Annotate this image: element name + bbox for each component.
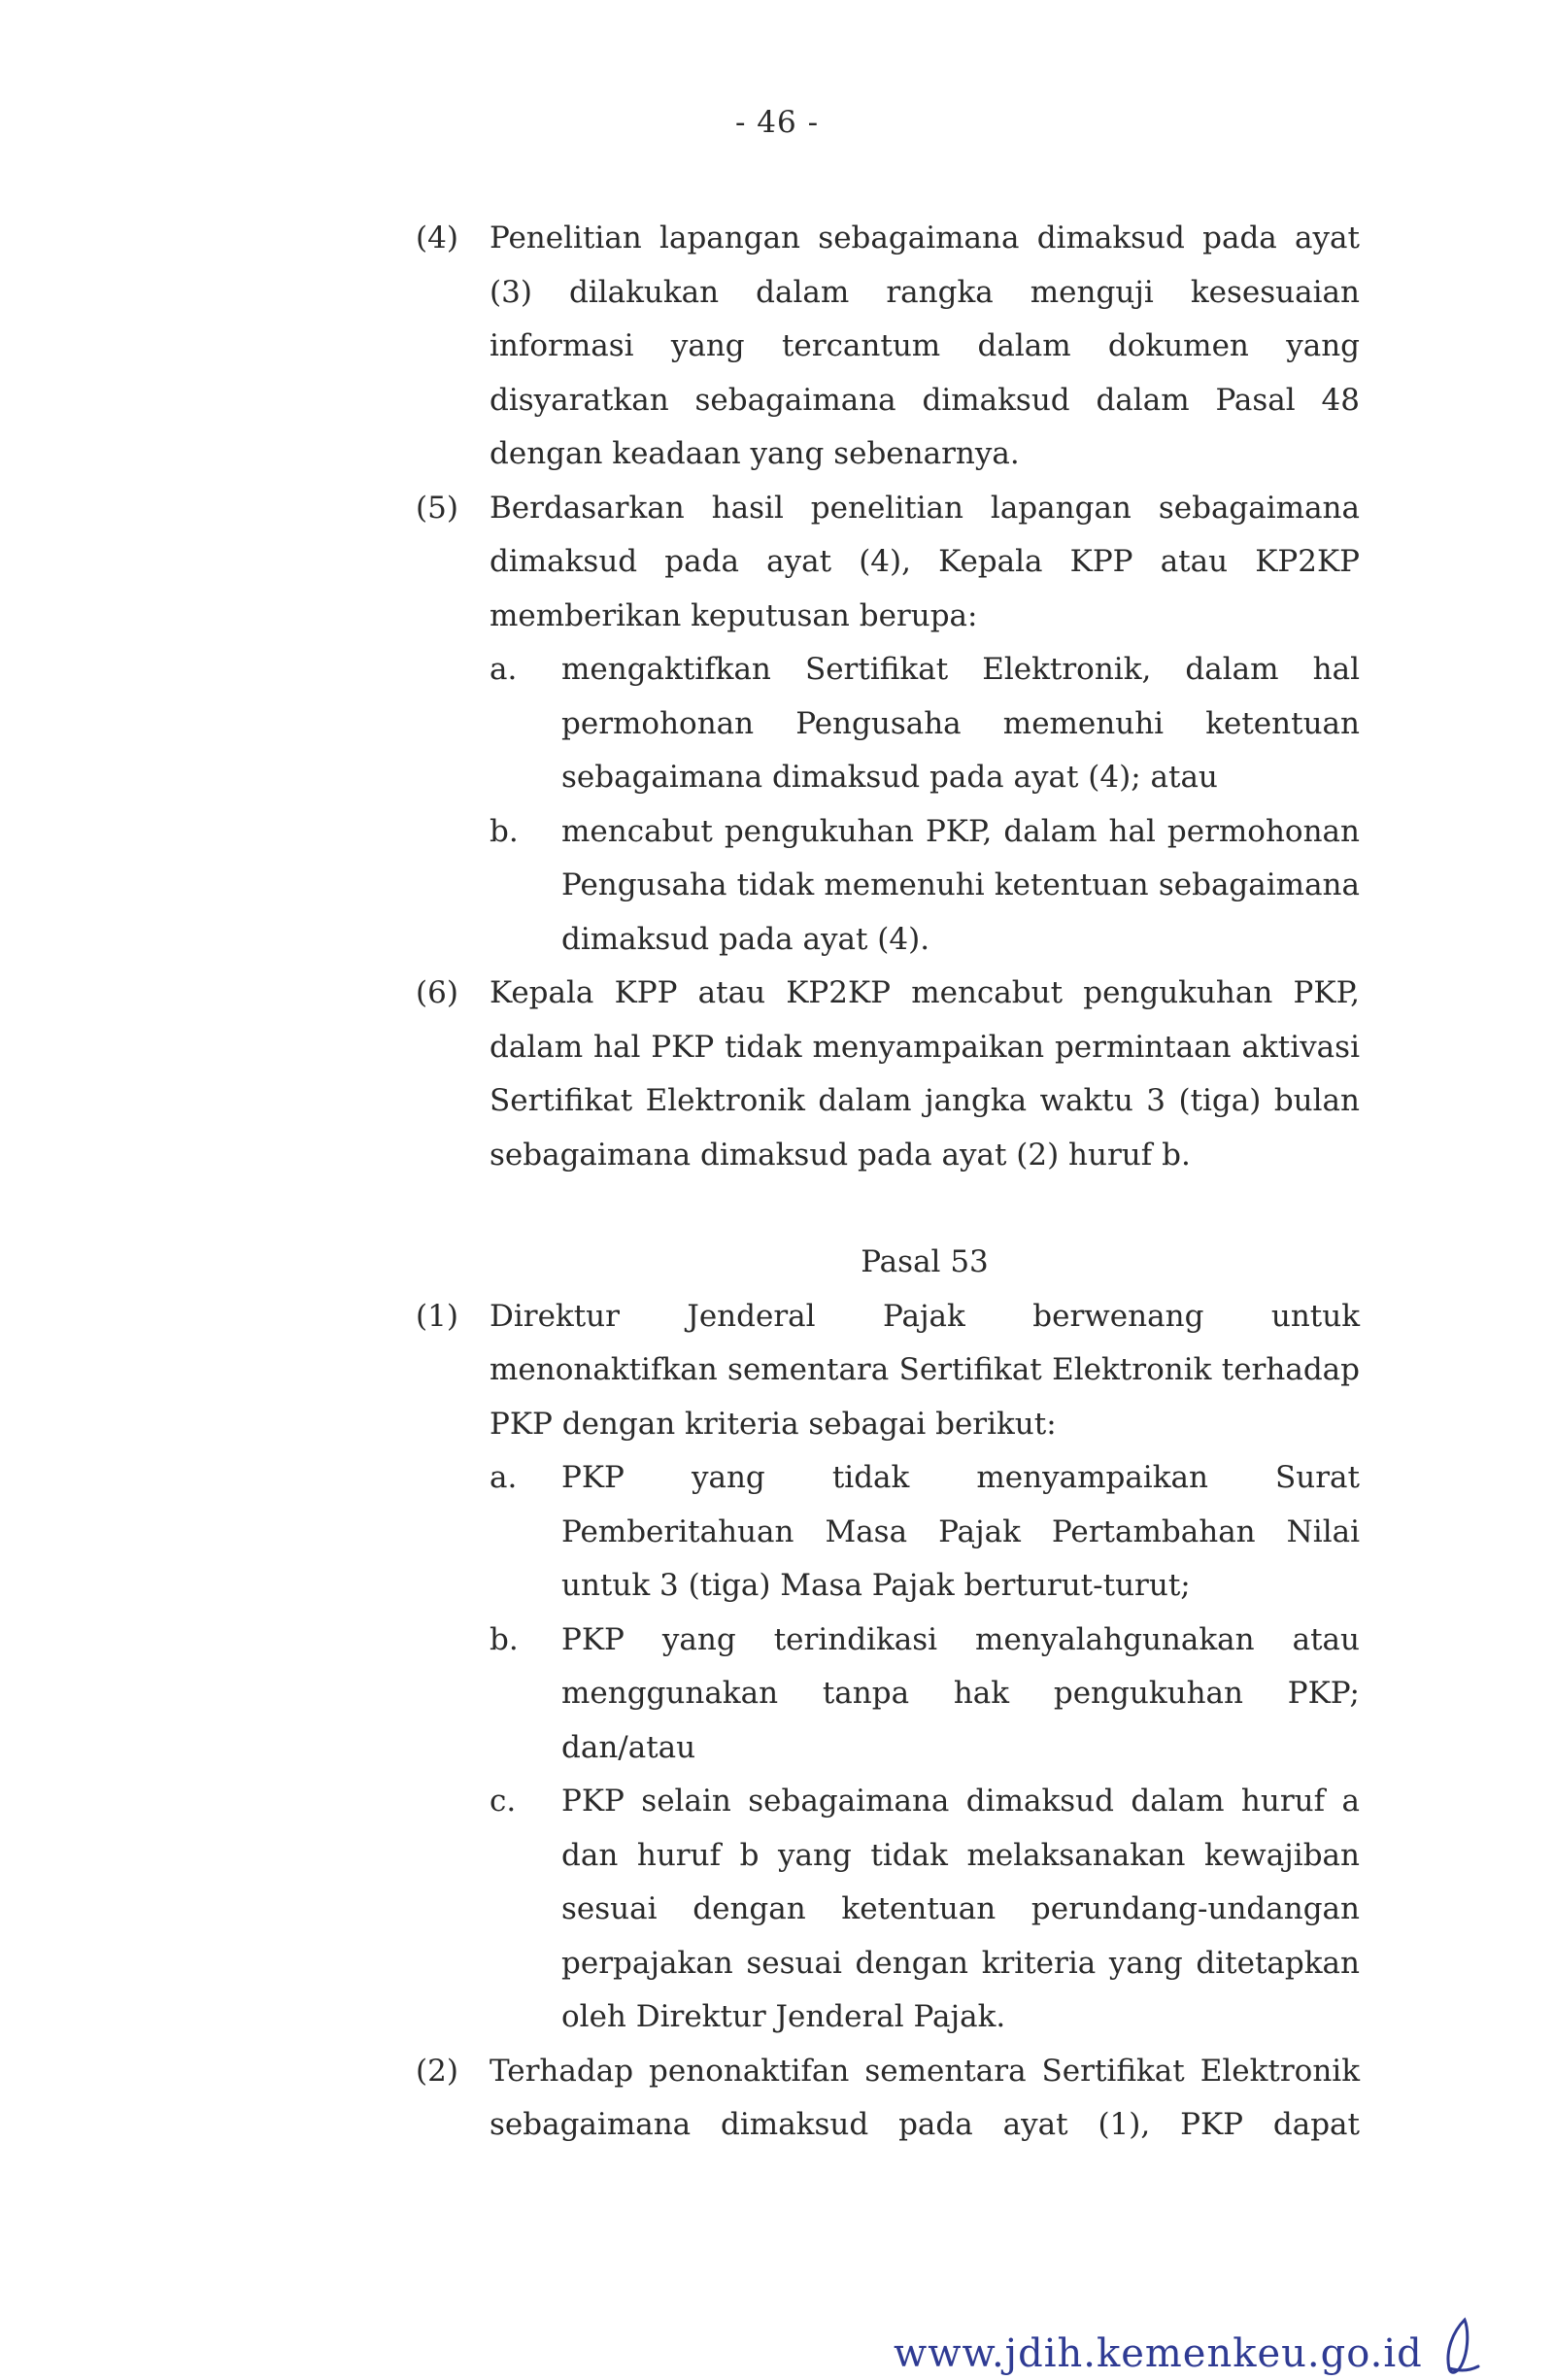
list-item — [490, 1614, 1360, 1776]
paragraph-text: Penelitian lapangan sebagaimana dimaksud pada ayat (3) dilakukan dalam rangka menguji kesesuaian informasi yang tercantum dalam dokumen yang disyaratkan sebagaimana dimaksud dalam Pasal 48 dengan keadaan yang sebenarnya. — [490, 221, 1360, 471]
paragraph-text: Kepala KPP atau KP2KP mencabut pengukuhan PKP, dalam hal PKP tidak menyampaikan permintaan aktivasi Sertifikat Elektronik dalam jangka waktu 3 (tiga) bulan sebagaimana dimaksud pada ayat (2) huruf b. — [490, 975, 1360, 1173]
list-item — [490, 1775, 1360, 2045]
paragraph-5 — [416, 482, 1360, 968]
list-item — [490, 805, 1360, 968]
paragraph-number: (4) — [416, 221, 458, 255]
list-item-letter: c. — [490, 1784, 517, 1819]
list-item — [490, 643, 1360, 805]
paragraph-2 — [416, 2045, 1360, 2153]
page-number: - 46 - — [734, 105, 820, 140]
list-item-letter: b. — [490, 1621, 519, 1657]
section-heading: Pasal 53 — [861, 1244, 989, 1279]
paragraph-text: Direktur Jenderal Pajak berwenang untuk menonaktifkan sementara Sertifikat Elektronik terhadap PKP dengan kriteria sebagai berikut: — [490, 1298, 1360, 1442]
list-item-letter: b. — [490, 813, 519, 849]
list-item-text: mencabut pengukuhan PKP, dalam hal permohonan Pengusaha tidak memenuhi ketentuan sebagaimana dimaksud pada ayat (4). — [561, 813, 1360, 957]
list-item-text: mengaktifkan Sertifikat Elektronik, dalam hal permohonan Pengusaha memenuhi ketentuan sebagaimana dimaksud pada ayat (4); atau — [561, 652, 1360, 795]
list-item-text: PKP yang tidak menyampaikan Surat Pemberitahuan Masa Pajak Pertambahan Nilai untuk 3 (tiga) Masa Pajak berturut-turut; — [561, 1460, 1360, 1603]
paragraph-number: (6) — [416, 975, 458, 1010]
paragraph-1 — [416, 1290, 1360, 2045]
signature-initial-icon — [1436, 2312, 1484, 2380]
list-item-text: PKP selain sebagaimana dimaksud dalam huruf a dan huruf b yang tidak melaksanakan kewajiban sesuai dengan ketentuan perundang-undangan perpajakan sesuai dengan kriteria yang ditetapkan oleh Direktur Jenderal Pajak. — [561, 1784, 1360, 2034]
paragraph-number: (2) — [416, 2053, 458, 2089]
document-body — [416, 212, 1360, 2153]
list-item — [490, 1451, 1360, 1614]
list-item-letter: a. — [490, 1460, 518, 1495]
paragraph-text: Berdasarkan hasil penelitian lapangan sebagaimana dimaksud pada ayat (4), Kepala KPP atau KP2KP memberikan keputusan berupa: — [490, 490, 1360, 633]
paragraph-6 — [416, 967, 1360, 1182]
paragraph-4 — [416, 212, 1360, 482]
website-link[interactable]: www.jdih.kemenkeu.go.id — [894, 2331, 1423, 2376]
paragraph-text: Terhadap penonaktifan sementara Sertifikat Elektronik sebagaimana dimaksud pada ayat (1), PKP dapat — [490, 2053, 1360, 2142]
paragraph-number: (5) — [416, 490, 458, 526]
list-item-letter: a. — [490, 652, 518, 687]
paragraph-number: (1) — [416, 1298, 458, 1334]
list-item-text: PKP yang terindikasi menyalahgunakan atau menggunakan tanpa hak pengukuhan PKP; dan/atau — [561, 1621, 1360, 1765]
